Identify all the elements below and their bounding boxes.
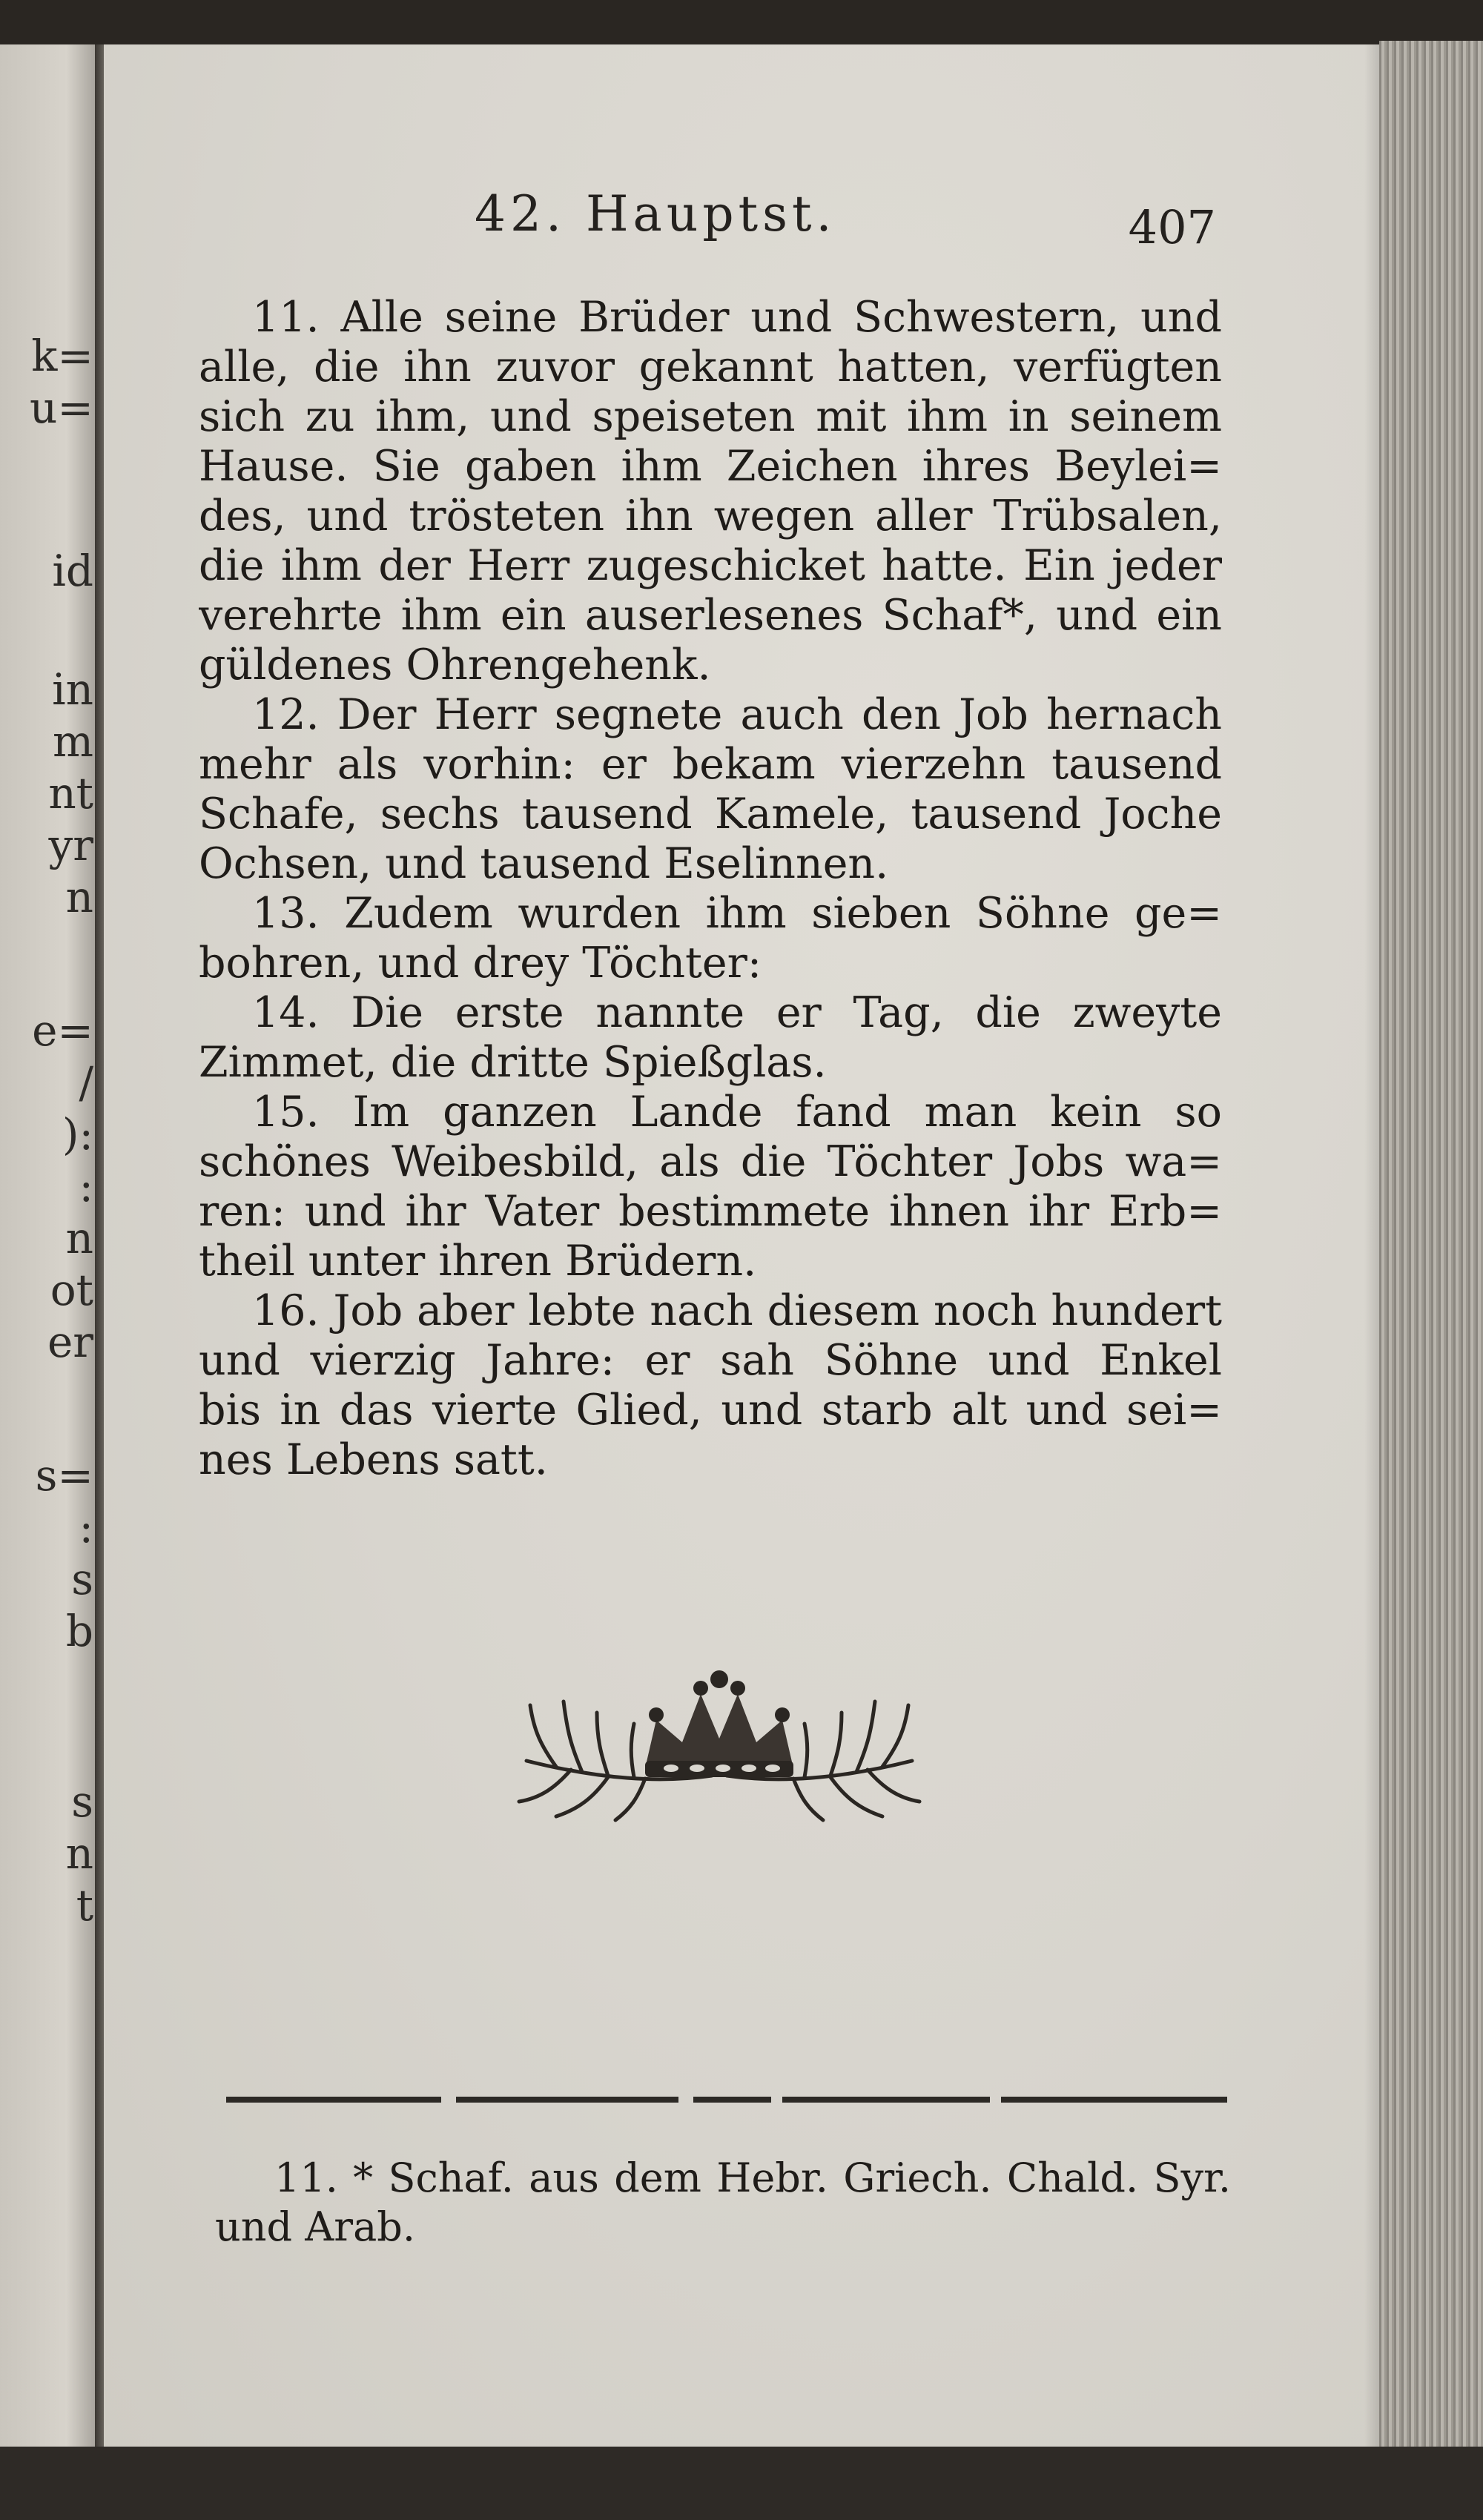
- text-line: 16. Job aber lebte nach diesem noch hundert: [252, 1286, 1222, 1335]
- text-line: 13. Zudem wurden ihm sieben Söhne ge=: [252, 889, 1222, 938]
- footnote-rule: [693, 2097, 771, 2103]
- left-page-fragment: nt: [48, 768, 93, 818]
- text-line: und vierzig Jahre: er sah Söhne und Enkel: [199, 1336, 1222, 1385]
- crown-ornament-icon: [512, 1650, 927, 1828]
- text-line: Zimmet, die dritte Spießglas.: [199, 1038, 827, 1087]
- text-line: Ochsen, und tausend Eselinnen.: [199, 839, 889, 888]
- text-line: alle, die ihn zuvor gekannt hatten, verfügten: [199, 343, 1222, 391]
- footnote-rule: [1001, 2097, 1227, 2103]
- text-line: 11. Alle seine Brüder und Schwestern, und: [252, 293, 1222, 342]
- text-line: bis in das vierte Glied, und starb alt und sei=: [199, 1386, 1222, 1435]
- left-page-fragment: :: [79, 1161, 93, 1211]
- left-page-fragment: er: [47, 1317, 93, 1367]
- text-line: 14. Die erste nannte er Tag, die zweyte: [252, 988, 1222, 1037]
- page-number: 407: [1128, 200, 1216, 254]
- left-page-edge: [0, 44, 95, 2447]
- left-page-fragment: s: [71, 1554, 93, 1604]
- text-line: schönes Weibesbild, als die Töchter Jobs wa=: [199, 1137, 1222, 1186]
- left-page-fragment: s: [71, 1776, 93, 1827]
- page-block-edges: [1379, 41, 1483, 2450]
- text-line: Hause. Sie gaben ihm Zeichen ihres Beylei=: [199, 442, 1222, 491]
- text-line: ren: und ihr Vater bestimmete ihnen ihr Erb=: [199, 1187, 1222, 1236]
- text-line: mehr als vorhin: er bekam vierzehn tausend: [199, 740, 1222, 789]
- left-page-fragment: n: [65, 1213, 93, 1263]
- left-page-fragment: m: [53, 716, 93, 767]
- text-line: theil unter ihren Brüdern.: [199, 1237, 757, 1286]
- left-page-fragment: n: [65, 872, 93, 922]
- body-text: [199, 293, 1222, 1485]
- footnote-rule: [226, 2097, 441, 2103]
- left-page-fragment: ot: [50, 1265, 93, 1315]
- left-page-fragment: k=: [31, 331, 93, 381]
- left-page-fragment: :: [79, 1502, 93, 1552]
- left-page-fragment: e=: [32, 1005, 93, 1056]
- text-line: verehrte ihm ein auserlesenes Schaf*, und ein: [199, 591, 1222, 640]
- left-page-fragment: n: [65, 1828, 93, 1879]
- text-line: sich zu ihm, und speiseten mit ihm in seinem: [199, 392, 1222, 441]
- footnote-rule: [782, 2097, 990, 2103]
- footnote: [215, 2154, 1231, 2252]
- left-page-fragment: u=: [30, 383, 93, 433]
- text-line: 12. Der Herr segnete auch den Job hernach: [252, 690, 1222, 739]
- text-line: bohren, und drey Töchter:: [199, 939, 762, 988]
- left-page-fragment: t: [76, 1880, 93, 1931]
- footnote-line: und Arab.: [215, 2203, 416, 2250]
- left-page-fragment: /: [79, 1057, 93, 1108]
- text-line: des, und trösteten ihn wegen aller Trübsalen,: [199, 492, 1222, 540]
- running-title: 42. Hauptst.: [475, 185, 836, 242]
- left-page-fragment: in: [52, 664, 93, 715]
- text-line: die ihm der Herr zugeschicket hatte. Ein jeder: [199, 541, 1222, 590]
- text-line: güldenes Ohrengehenk.: [199, 641, 711, 689]
- left-page-fragment: ):: [62, 1109, 93, 1160]
- scan-background-bottom: [0, 2447, 1483, 2520]
- left-page-fragment: yr: [48, 820, 93, 870]
- footnote-line: 11. * Schaf. aus dem Hebr. Griech. Chald. Syr.: [274, 2154, 1231, 2201]
- left-page-fragment: s=: [35, 1450, 93, 1501]
- text-line: 15. Im ganzen Lande fand man kein so: [252, 1088, 1222, 1137]
- footnote-rule: [456, 2097, 678, 2103]
- text-line: nes Lebens satt.: [199, 1435, 548, 1484]
- left-page-fragment: b: [65, 1606, 93, 1656]
- text-line: Schafe, sechs tausend Kamele, tausend Joche: [199, 790, 1222, 839]
- left-page-fragment: id: [52, 546, 93, 596]
